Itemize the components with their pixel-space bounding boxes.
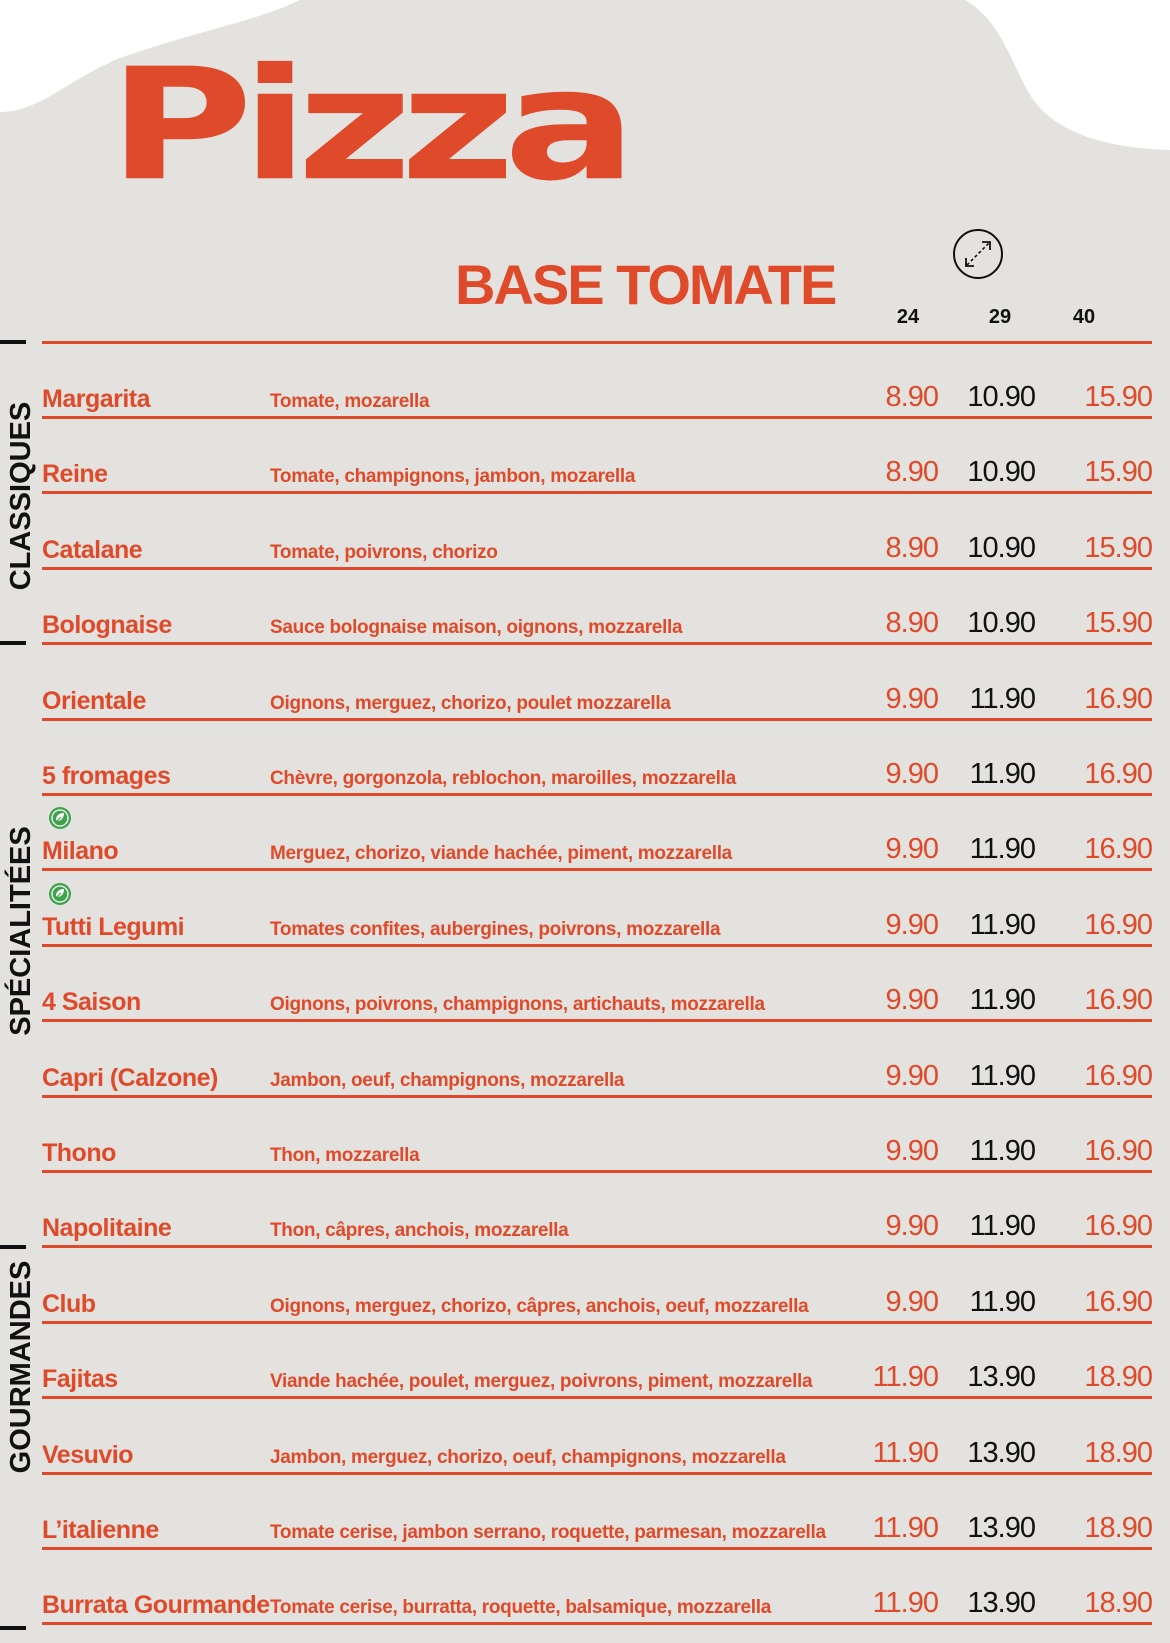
price-24: 9.90 (885, 1060, 938, 1092)
item-name: Tutti Legumi (42, 913, 185, 941)
item-name: Margarita (42, 385, 151, 413)
item-name: Napolitaine (42, 1214, 172, 1242)
item-description: Tomate, champignons, jambon, mozarella (270, 466, 636, 487)
section-tick (0, 340, 26, 344)
item-description: Thon, mozzarella (270, 1145, 420, 1166)
row-divider (42, 1095, 1152, 1098)
item-name: Milano (42, 837, 119, 865)
price-40: 18.90 (1084, 1361, 1152, 1393)
header-divider (42, 341, 1152, 344)
price-29: 10.90 (967, 381, 1035, 413)
size-header-24: 24 (896, 306, 920, 328)
row-divider (42, 1396, 1152, 1399)
price-40: 18.90 (1084, 1587, 1152, 1619)
price-40: 18.90 (1084, 1437, 1152, 1469)
price-24: 9.90 (885, 1286, 938, 1318)
price-29: 13.90 (967, 1512, 1035, 1544)
price-40: 16.90 (1084, 1286, 1152, 1318)
menu-item (0, 1572, 1170, 1626)
menu-item (0, 1422, 1170, 1476)
item-description: Oignons, merguez, chorizo, poulet mozzarella (270, 693, 671, 714)
price-24: 9.90 (885, 984, 938, 1016)
row-divider (42, 491, 1152, 494)
price-29: 10.90 (967, 532, 1035, 564)
price-29: 13.90 (967, 1361, 1035, 1393)
price-29: 10.90 (967, 607, 1035, 639)
section-label-specialitees: SPÉCIALITÉES (5, 826, 37, 1036)
price-29: 11.90 (969, 683, 1035, 715)
price-24: 11.90 (872, 1587, 938, 1619)
item-description: Tomate cerise, jambon serrano, roquette, parmesan, mozzarella (270, 1522, 826, 1543)
price-40: 16.90 (1084, 833, 1152, 865)
price-40: 18.90 (1084, 1512, 1152, 1544)
row-divider (42, 567, 1152, 570)
price-24: 11.90 (872, 1437, 938, 1469)
item-name: Capri (Calzone) (42, 1064, 218, 1092)
item-description: Merguez, chorizo, viande hachée, piment, mozzarella (270, 843, 732, 864)
menu-item (0, 441, 1170, 495)
menu-item (0, 1271, 1170, 1325)
item-description: Jambon, oeuf, champignons, mozzarella (270, 1070, 625, 1091)
price-24: 11.90 (872, 1361, 938, 1393)
row-divider (42, 868, 1152, 871)
section-label-gourmandes: GOURMANDES (5, 1260, 37, 1474)
menu-item (0, 1195, 1170, 1249)
price-40: 16.90 (1084, 1210, 1152, 1242)
price-29: 11.90 (969, 1210, 1035, 1242)
row-divider (42, 1245, 1152, 1248)
menu-item (0, 743, 1170, 797)
item-name: Bolognaise (42, 611, 172, 639)
row-divider (42, 944, 1152, 947)
leaf-icon (48, 882, 72, 906)
menu-item (0, 1497, 1170, 1551)
item-description: Sauce bolognaise maison, oignons, mozzarella (270, 617, 683, 638)
price-40: 16.90 (1084, 1060, 1152, 1092)
price-40: 16.90 (1084, 1135, 1152, 1167)
menu-item (0, 894, 1170, 948)
item-description: Tomate, mozarella (270, 391, 430, 412)
price-40: 16.90 (1084, 984, 1152, 1016)
row-divider (42, 642, 1152, 645)
item-name: 5 fromages (42, 762, 171, 790)
menu-item (0, 1120, 1170, 1174)
menu-item (0, 969, 1170, 1023)
price-40: 15.90 (1084, 381, 1152, 413)
item-description: Chèvre, gorgonzola, reblochon, maroilles, mozzarella (270, 768, 736, 789)
price-24: 9.90 (885, 833, 938, 865)
item-name: Vesuvio (42, 1441, 133, 1469)
row-divider (42, 1170, 1152, 1173)
row-divider (42, 1472, 1152, 1475)
price-24: 11.90 (872, 1512, 938, 1544)
item-name: L’italienne (42, 1516, 159, 1544)
row-divider (42, 1547, 1152, 1550)
size-header-29: 29 (988, 306, 1012, 328)
item-name: Orientale (42, 687, 146, 715)
item-name: Fajitas (42, 1365, 118, 1393)
price-29: 13.90 (967, 1587, 1035, 1619)
item-description: Oignons, poivrons, champignons, artichauts, mozzarella (270, 994, 765, 1015)
price-40: 16.90 (1084, 683, 1152, 715)
price-29: 11.90 (969, 758, 1035, 790)
menu-item (0, 1346, 1170, 1400)
row-divider (42, 793, 1152, 796)
item-description: Tomate cerise, burratta, roquette, balsamique, mozzarella (270, 1597, 771, 1618)
price-29: 13.90 (967, 1437, 1035, 1469)
menu-item (0, 1045, 1170, 1099)
price-24: 8.90 (885, 607, 938, 639)
item-name: Thono (42, 1139, 116, 1167)
item-description: Tomates confites, aubergines, poivrons, mozzarella (270, 919, 721, 940)
item-description: Jambon, merguez, chorizo, oeuf, champignons, mozzarella (270, 1447, 786, 1468)
section-tick (0, 1626, 26, 1630)
price-29: 11.90 (969, 984, 1035, 1016)
price-24: 8.90 (885, 532, 938, 564)
menu-item (0, 668, 1170, 722)
item-description: Tomate, poivrons, chorizo (270, 542, 498, 563)
price-40: 15.90 (1084, 607, 1152, 639)
price-29: 11.90 (969, 1135, 1035, 1167)
price-29: 11.90 (969, 1286, 1035, 1318)
price-24: 9.90 (885, 909, 938, 941)
row-divider (42, 416, 1152, 419)
item-name: Club (42, 1290, 96, 1318)
price-24: 9.90 (885, 1210, 938, 1242)
price-40: 15.90 (1084, 456, 1152, 488)
item-description: Viande hachée, poulet, merguez, poivrons, piment, mozzarella (270, 1371, 813, 1392)
row-divider (42, 1622, 1152, 1625)
item-description: Thon, câpres, anchois, mozzarella (270, 1220, 569, 1241)
item-name: Burrata Gourmande (42, 1591, 270, 1619)
menu-item (0, 366, 1170, 420)
price-40: 16.90 (1084, 909, 1152, 941)
page-subtitle: BASE TOMATE (455, 253, 836, 316)
price-24: 9.90 (885, 758, 938, 790)
row-divider (42, 718, 1152, 721)
section-label-classiques: CLASSIQUES (5, 401, 37, 591)
row-divider (42, 1019, 1152, 1022)
leaf-icon (48, 806, 72, 830)
price-29: 11.90 (969, 1060, 1035, 1092)
price-40: 16.90 (1084, 758, 1152, 790)
menu-item (0, 592, 1170, 646)
item-name: 4 Saison (42, 988, 141, 1016)
price-24: 8.90 (885, 456, 938, 488)
price-29: 10.90 (967, 456, 1035, 488)
size-header-40: 40 (1072, 306, 1096, 328)
price-40: 15.90 (1084, 532, 1152, 564)
diameter-arrow-icon (952, 228, 1004, 280)
menu-item (0, 818, 1170, 872)
row-divider (42, 1321, 1152, 1324)
item-name: Catalane (42, 536, 143, 564)
page-title: Pizza (108, 34, 626, 215)
item-name: Reine (42, 460, 108, 488)
price-24: 8.90 (885, 381, 938, 413)
menu-item (0, 517, 1170, 571)
price-24: 9.90 (885, 683, 938, 715)
price-29: 11.90 (969, 909, 1035, 941)
price-29: 11.90 (969, 833, 1035, 865)
price-24: 9.90 (885, 1135, 938, 1167)
item-description: Oignons, merguez, chorizo, câpres, anchois, oeuf, mozzarella (270, 1296, 809, 1317)
